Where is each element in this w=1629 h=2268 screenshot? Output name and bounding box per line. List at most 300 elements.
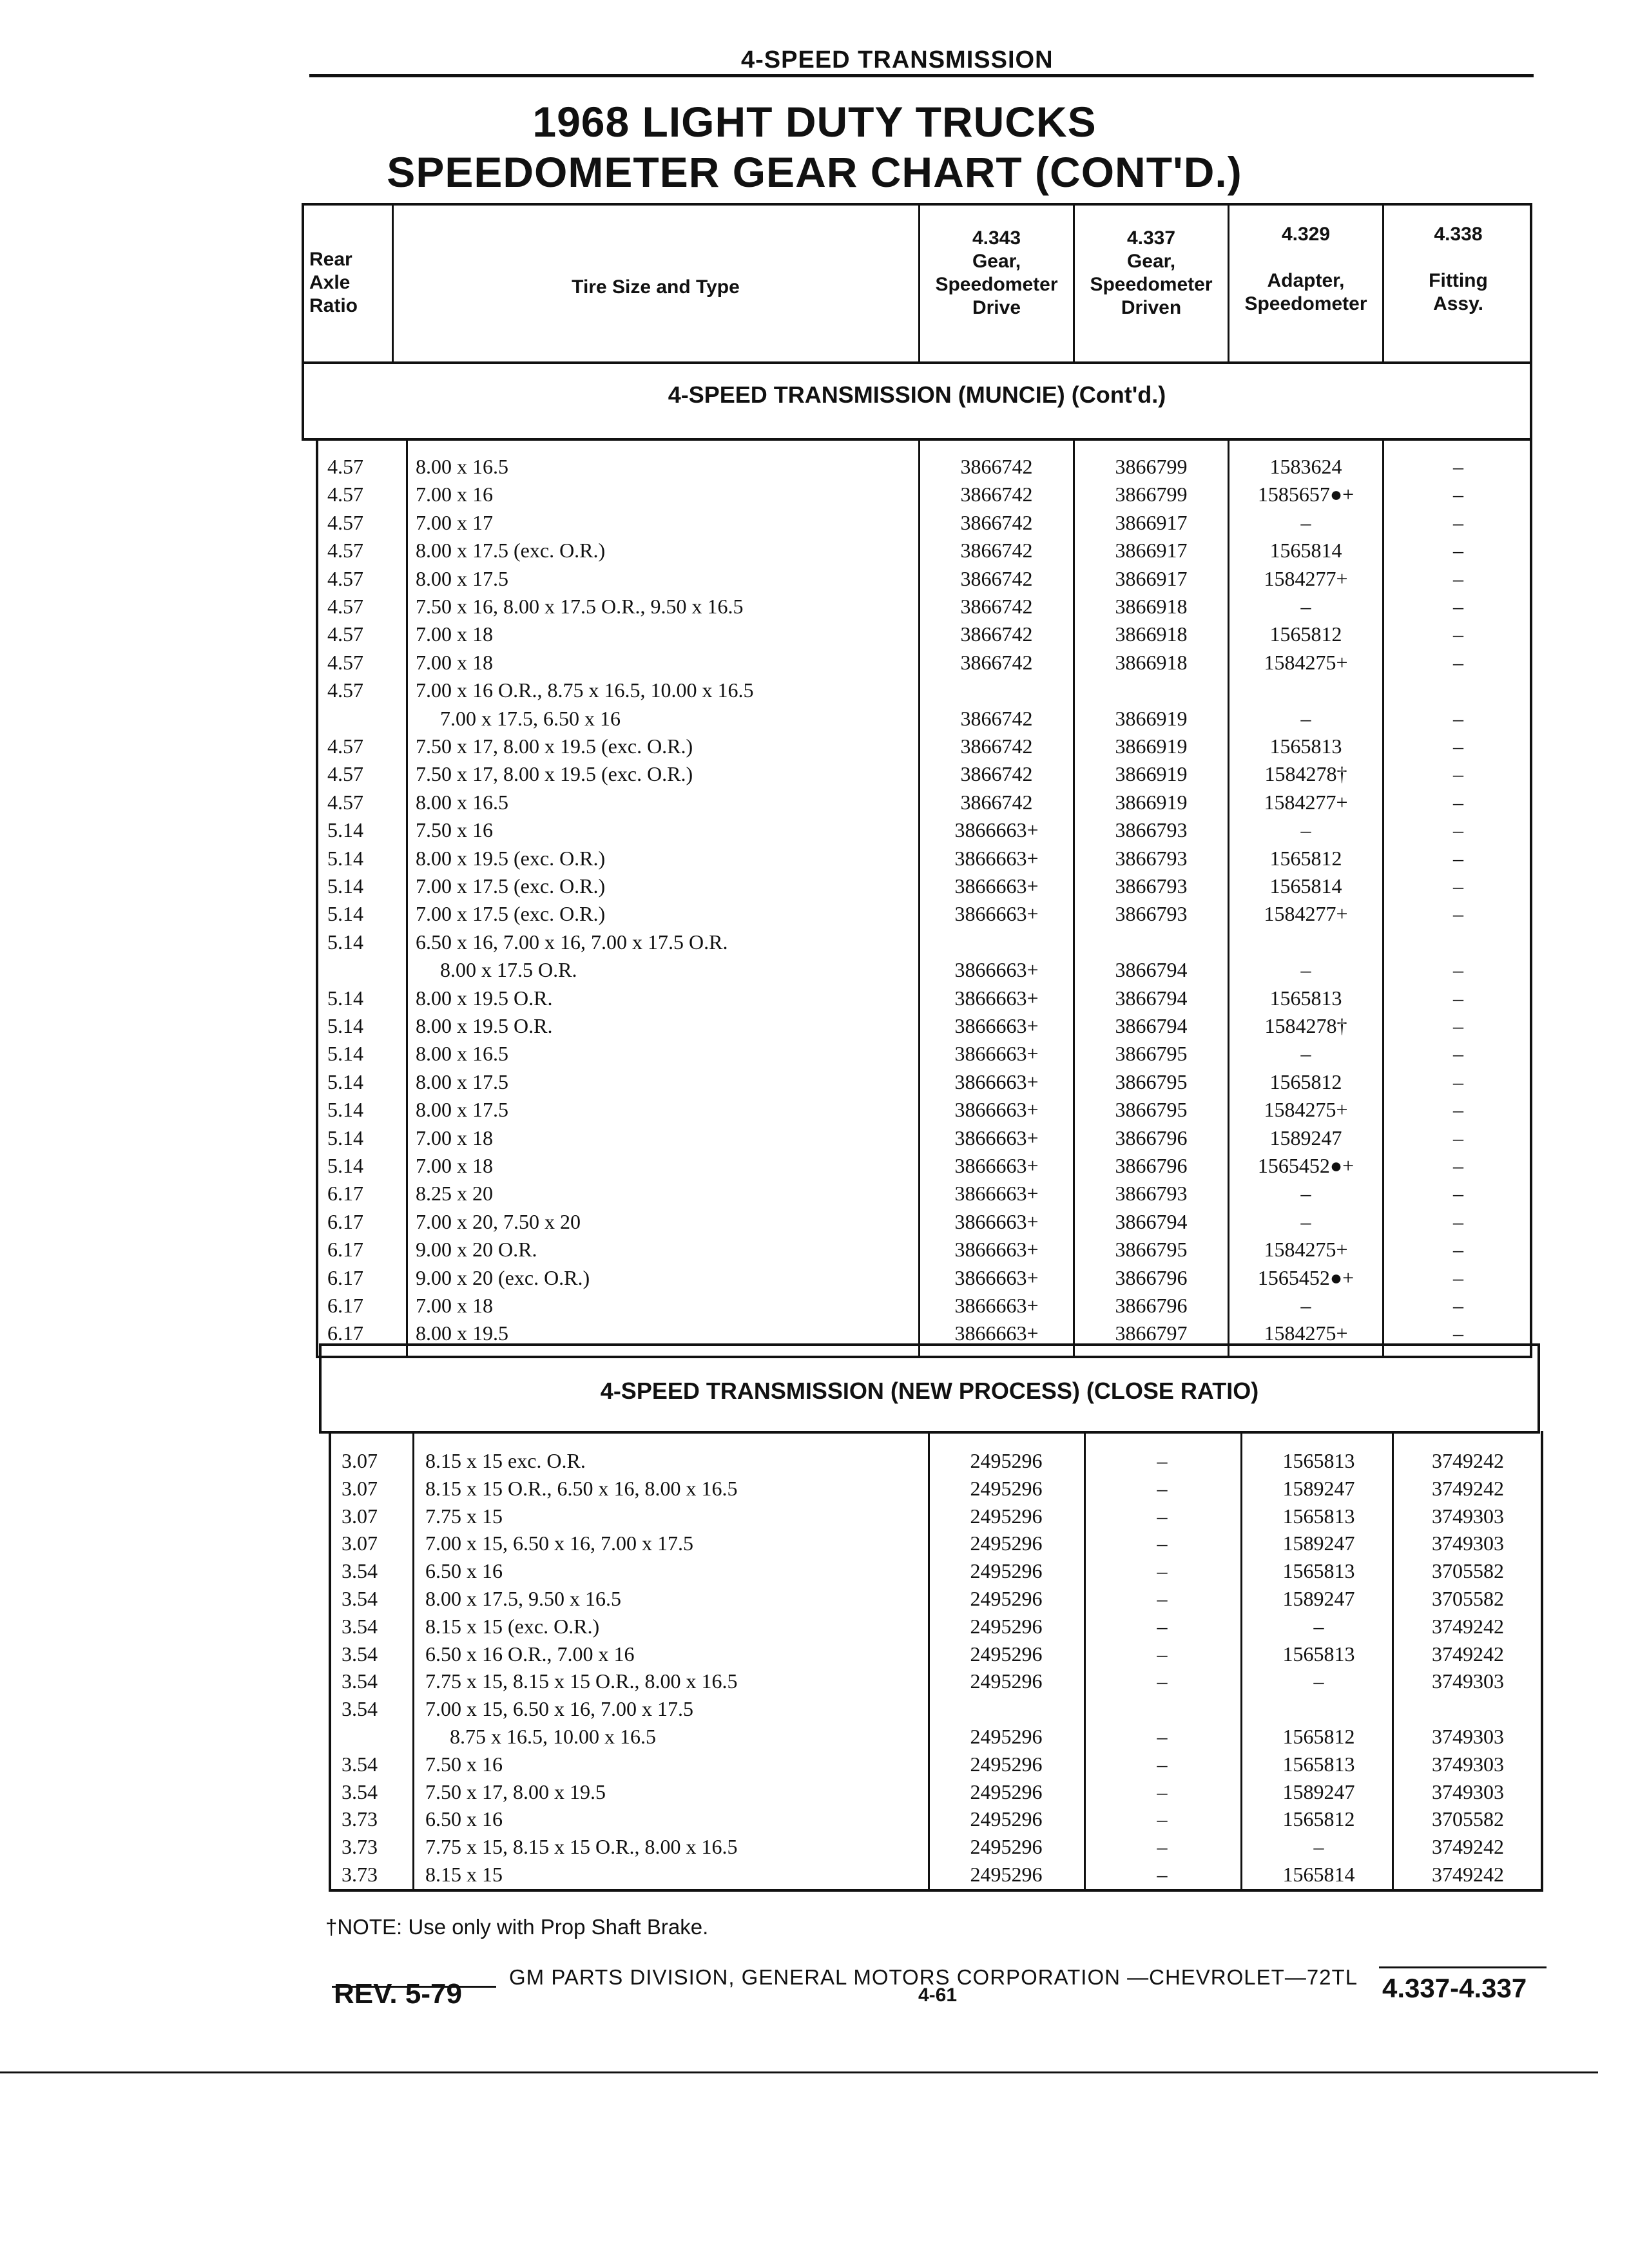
cell-adapter: 1584278† (1264, 1014, 1347, 1037)
cell-driven: 3866795 (1115, 1070, 1188, 1093)
cell-tire: 7.00 x 20, 7.50 x 20 (416, 1209, 581, 1233)
cell-tire: 7.00 x 16 O.R., 8.75 x 16.5, 10.00 x 16.5 (416, 678, 754, 702)
cell-ratio: 6.17 (327, 1209, 363, 1233)
table-row (0, 564, 1629, 593)
cell-tire: 7.00 x 17 (416, 510, 493, 534)
cell-tire: 8.00 x 17.5 (416, 566, 508, 590)
cell-fitting: 3749242 (1432, 1835, 1504, 1859)
cell-drive: 2495296 (970, 1504, 1043, 1528)
cell-ratio: 3.54 (342, 1614, 378, 1638)
cell-fitting: – (1453, 1294, 1463, 1317)
cell-drive: 3866742 (960, 790, 1033, 814)
cell-drive: 3866663+ (954, 1321, 1039, 1345)
footer-page-number: 4-61 (918, 1984, 958, 2006)
cell-tire: 7.75 x 15, 8.15 x 15 O.R., 8.00 x 16.5 (425, 1835, 738, 1859)
cell-driven: 3866796 (1115, 1154, 1188, 1177)
cell-driven: – (1157, 1449, 1168, 1472)
cell-ratio: 4.57 (327, 678, 363, 702)
cell-driven: 3866918 (1115, 622, 1188, 646)
cell-tire: 8.00 x 17.5 (416, 1098, 508, 1122)
cell-adapter: 1565813 (1282, 1504, 1355, 1528)
cell-tire: 9.00 x 20 O.R. (416, 1238, 537, 1262)
cell-adapter: 1565813 (1282, 1449, 1355, 1472)
cell-drive: 2495296 (970, 1449, 1043, 1472)
cell-driven: 3866917 (1115, 510, 1188, 534)
cell-driven: 3866919 (1115, 762, 1188, 786)
table-row (0, 1446, 1629, 1475)
cell-ratio: 3.54 (342, 1559, 378, 1583)
cell-ratio: 6.17 (327, 1294, 363, 1317)
table-row (0, 1095, 1629, 1124)
cell-drive: 3866742 (960, 735, 1033, 758)
cell-ratio: 3.07 (342, 1476, 378, 1500)
cell-fitting: 3749242 (1432, 1449, 1504, 1472)
table-row (0, 1474, 1629, 1503)
cell-tire: 8.00 x 19.5 (exc. O.R.) (416, 846, 606, 870)
cell-fitting: 3749242 (1432, 1614, 1504, 1638)
cell-adapter: 1565812 (1269, 622, 1342, 646)
cell-driven: – (1157, 1752, 1168, 1776)
cell-fitting: 3749303 (1432, 1725, 1504, 1748)
cell-driven: – (1157, 1614, 1168, 1638)
cell-fitting: – (1453, 1182, 1463, 1206)
cell-adapter: 1584275+ (1264, 1321, 1348, 1345)
cell-adapter: – (1300, 510, 1311, 534)
cell-adapter: 1565813 (1282, 1642, 1355, 1666)
table-row (0, 508, 1629, 537)
cell-fitting: – (1453, 650, 1463, 674)
table-row (0, 704, 1629, 733)
header-tire: Tire Size and Type (572, 276, 740, 298)
cell-drive: 3866663+ (954, 1154, 1039, 1177)
cell-adapter: – (1300, 706, 1311, 730)
cell-ratio: 3.07 (342, 1532, 378, 1555)
cell-fitting: 3749303 (1432, 1780, 1504, 1803)
cell-driven: – (1157, 1504, 1168, 1528)
table-row (0, 1039, 1629, 1068)
cell-fitting: 3749303 (1432, 1504, 1504, 1528)
table-row (0, 816, 1629, 844)
table-row (0, 1584, 1629, 1613)
title-line-1: 1968 LIGHT DUTY TRUCKS (532, 98, 1097, 146)
header-ratio: Rear Axle Ratio (309, 249, 358, 316)
cell-tire: 6.50 x 16, 7.00 x 16, 7.00 x 17.5 O.R. (416, 930, 728, 954)
footer-group-code: 4.337-4.337 (1382, 1973, 1527, 2003)
cell-fitting: 3705582 (1432, 1587, 1504, 1610)
cell-tire: 8.75 x 16.5, 10.00 x 16.5 (450, 1725, 656, 1748)
cell-drive: 3866742 (960, 706, 1033, 730)
table-row (0, 1750, 1629, 1778)
cell-ratio: 6.17 (327, 1238, 363, 1262)
cell-adapter: 1565814 (1269, 539, 1342, 562)
cell-tire: 7.00 x 18 (416, 622, 493, 646)
cell-ratio: 3.54 (342, 1587, 378, 1610)
cell-fitting: – (1453, 706, 1463, 730)
cell-drive: 3866742 (960, 650, 1033, 674)
cell-adapter: 1584275+ (1264, 650, 1348, 674)
cell-fitting: 3749303 (1432, 1532, 1504, 1555)
cell-adapter: 1589247 (1282, 1476, 1355, 1500)
cell-drive: 3866663+ (954, 1014, 1039, 1037)
cell-tire: 7.50 x 16, 8.00 x 17.5 O.R., 9.50 x 16.5 (416, 595, 744, 618)
cell-drive: 2495296 (970, 1752, 1043, 1776)
cell-fitting: – (1453, 762, 1463, 786)
table-row (0, 480, 1629, 508)
cell-adapter: 1565812 (1269, 1070, 1342, 1093)
cell-ratio: 5.14 (327, 902, 363, 926)
cell-adapter: – (1300, 1209, 1311, 1233)
cell-drive: 3866663+ (954, 902, 1039, 926)
cell-drive: 3866742 (960, 566, 1033, 590)
table-row (0, 1612, 1629, 1640)
cell-ratio: 4.57 (327, 539, 363, 562)
cell-adapter: 1565814 (1282, 1863, 1355, 1886)
table-row (0, 592, 1629, 620)
cell-fitting: – (1453, 1265, 1463, 1289)
cell-fitting: – (1453, 539, 1463, 562)
cell-driven: 3866918 (1115, 595, 1188, 618)
cell-ratio: 5.14 (327, 1154, 363, 1177)
cell-drive: 2495296 (970, 1863, 1043, 1886)
cell-fitting: – (1453, 1070, 1463, 1093)
cell-ratio: 4.57 (327, 650, 363, 674)
cell-adapter: 1589247 (1282, 1780, 1355, 1803)
cell-drive: 2495296 (970, 1835, 1043, 1859)
cell-tire: 8.00 x 17.5 (exc. O.R.) (416, 539, 606, 562)
cell-driven: – (1157, 1725, 1168, 1748)
table-row (0, 732, 1629, 760)
cell-adapter: 1589247 (1269, 1126, 1342, 1149)
header-drive: 4.343 Gear, Speedometer Drive (935, 227, 1058, 318)
cell-adapter: – (1300, 595, 1311, 618)
cell-adapter: 1565813 (1269, 986, 1342, 1010)
cell-tire: 7.50 x 16 (425, 1752, 503, 1776)
table-row (0, 956, 1629, 984)
cell-ratio: 4.57 (327, 566, 363, 590)
cell-driven: 3866796 (1115, 1294, 1188, 1317)
cell-driven: – (1157, 1587, 1168, 1610)
cell-drive: 3866663+ (954, 1070, 1039, 1093)
cell-drive: 3866663+ (954, 1294, 1039, 1317)
cell-driven: – (1157, 1669, 1168, 1693)
table-row (0, 1805, 1629, 1833)
table-row (0, 1722, 1629, 1751)
cell-adapter: – (1313, 1669, 1324, 1693)
cell-tire: 8.00 x 17.5, 9.50 x 16.5 (425, 1587, 621, 1610)
cell-fitting: – (1453, 595, 1463, 618)
cell-fitting: – (1453, 790, 1463, 814)
cell-fitting: – (1453, 510, 1463, 534)
cell-ratio: 4.57 (327, 622, 363, 646)
cell-tire: 8.00 x 19.5 O.R. (416, 1014, 553, 1037)
table-row (0, 872, 1629, 900)
cell-drive: 3866663+ (954, 958, 1039, 982)
cell-drive: 2495296 (970, 1807, 1043, 1831)
cell-drive: 3866663+ (954, 1209, 1039, 1233)
cell-ratio: 3.54 (342, 1669, 378, 1693)
cell-driven: 3866794 (1115, 1209, 1188, 1233)
cell-tire: 7.00 x 17.5 (exc. O.R.) (416, 902, 606, 926)
cell-fitting: – (1453, 735, 1463, 758)
cell-driven: 3866793 (1115, 818, 1188, 842)
cell-adapter: 1565814 (1269, 874, 1342, 898)
cell-fitting: – (1453, 1098, 1463, 1122)
cell-tire: 7.00 x 18 (416, 1154, 493, 1177)
cell-driven: 3866793 (1115, 1182, 1188, 1206)
table-row (0, 928, 1629, 956)
cell-fitting: 3749242 (1432, 1476, 1504, 1500)
cell-fitting: 3749242 (1432, 1863, 1504, 1886)
cell-tire: 8.25 x 20 (416, 1182, 493, 1206)
cell-drive: 2495296 (970, 1725, 1043, 1748)
cell-ratio: 5.14 (327, 1070, 363, 1093)
cell-tire: 7.00 x 16 (416, 483, 493, 506)
cell-driven: – (1157, 1532, 1168, 1555)
cell-drive: 3866663+ (954, 874, 1039, 898)
cell-tire: 8.00 x 19.5 O.R. (416, 986, 553, 1010)
cell-tire: 6.50 x 16 (425, 1559, 503, 1583)
cell-tire: 8.15 x 15 (exc. O.R.) (425, 1614, 600, 1638)
table-row (0, 676, 1629, 704)
cell-driven: 3866794 (1115, 1014, 1188, 1037)
cell-fitting: – (1453, 1042, 1463, 1066)
cell-drive: 3866742 (960, 762, 1033, 786)
cell-adapter: – (1300, 818, 1311, 842)
cell-tire: 8.00 x 16.5 (416, 790, 508, 814)
cell-ratio: 5.14 (327, 1014, 363, 1037)
cell-tire: 7.75 x 15, 8.15 x 15 O.R., 8.00 x 16.5 (425, 1669, 738, 1693)
cell-tire: 7.00 x 15, 6.50 x 16, 7.00 x 17.5 (425, 1532, 693, 1555)
cell-ratio: 3.54 (342, 1780, 378, 1803)
table-row (0, 899, 1629, 928)
section-2-title: 4-SPEED TRANSMISSION (NEW PROCESS) (CLOSE RATIO) (600, 1378, 1259, 1404)
cell-tire: 7.50 x 16 (416, 818, 493, 842)
table-row (0, 1124, 1629, 1152)
cell-ratio: 5.14 (327, 930, 363, 954)
table-row (0, 536, 1629, 564)
cell-drive: 3866663+ (954, 1238, 1039, 1262)
cell-drive: 2495296 (970, 1614, 1043, 1638)
cell-tire: 8.00 x 17.5 O.R. (440, 958, 577, 982)
header-adapter: 4.329 Adapter, Speedometer (1244, 224, 1367, 314)
table-row (0, 1068, 1629, 1096)
table-row (0, 1291, 1629, 1320)
cell-tire: 8.15 x 15 (425, 1863, 503, 1886)
cell-tire: 7.00 x 18 (416, 1126, 493, 1149)
section-1-title: 4-SPEED TRANSMISSION (MUNCIE) (Cont'd.) (668, 381, 1166, 408)
cell-adapter: 1565813 (1282, 1559, 1355, 1583)
cell-drive: 2495296 (970, 1559, 1043, 1583)
cell-adapter: 1565812 (1282, 1807, 1355, 1831)
cell-tire: 8.00 x 17.5 (416, 1070, 508, 1093)
cell-driven: 3866794 (1115, 958, 1188, 982)
cell-driven: 3866793 (1115, 902, 1188, 926)
table-row (0, 1832, 1629, 1861)
table-row (0, 1264, 1629, 1292)
cell-ratio: 3.54 (342, 1752, 378, 1776)
cell-tire: 7.00 x 17.5 (exc. O.R.) (416, 874, 606, 898)
cell-ratio: 5.14 (327, 986, 363, 1010)
cell-driven: 3866796 (1115, 1126, 1188, 1149)
cell-adapter: 1584275+ (1264, 1238, 1348, 1262)
cell-fitting: – (1453, 455, 1463, 478)
table-row (0, 452, 1629, 481)
cell-fitting: – (1453, 902, 1463, 926)
table-row (0, 1667, 1629, 1695)
footer-revision: REV. 5-79 (334, 1978, 462, 2010)
cell-adapter: 1565812 (1282, 1725, 1355, 1748)
cell-ratio: 3.73 (342, 1863, 378, 1886)
cell-tire: 8.15 x 15 O.R., 6.50 x 16, 8.00 x 16.5 (425, 1476, 738, 1500)
cell-adapter: 1584278† (1264, 762, 1347, 786)
cell-adapter: 1584277+ (1264, 566, 1348, 590)
cell-adapter: – (1300, 958, 1311, 982)
table-row (0, 1860, 1629, 1888)
cell-drive: 3866742 (960, 539, 1033, 562)
cell-drive: 3866742 (960, 455, 1033, 478)
cell-driven: – (1157, 1476, 1168, 1500)
cell-drive: 3866742 (960, 483, 1033, 506)
cell-adapter: 1583624 (1269, 455, 1342, 478)
cell-drive: 3866742 (960, 622, 1033, 646)
cell-drive: 2495296 (970, 1669, 1043, 1693)
cell-driven: – (1157, 1807, 1168, 1831)
cell-adapter: 1565813 (1282, 1752, 1355, 1776)
cell-ratio: 6.17 (327, 1321, 363, 1345)
cell-fitting: – (1453, 874, 1463, 898)
table-row (0, 1557, 1629, 1585)
cell-ratio: 6.17 (327, 1182, 363, 1206)
cell-adapter: 1584275+ (1264, 1098, 1348, 1122)
cell-driven: 3866795 (1115, 1098, 1188, 1122)
cell-fitting: – (1453, 818, 1463, 842)
cell-fitting: 3749303 (1432, 1752, 1504, 1776)
table-row (0, 1207, 1629, 1236)
cell-ratio: 3.54 (342, 1642, 378, 1666)
cell-driven: 3866795 (1115, 1042, 1188, 1066)
table-row (0, 1151, 1629, 1180)
cell-driven: 3866919 (1115, 706, 1188, 730)
running-head: 4-SPEED TRANSMISSION (741, 46, 1054, 73)
header-driven: 4.337 Gear, Speedometer Driven (1090, 227, 1213, 318)
page-title (0, 97, 1629, 197)
table-row (0, 1529, 1629, 1557)
cell-driven: – (1157, 1559, 1168, 1583)
table-row (0, 984, 1629, 1012)
cell-drive: 3866663+ (954, 1265, 1039, 1289)
table-row (0, 1640, 1629, 1668)
table-row (0, 788, 1629, 816)
cell-driven: 3866795 (1115, 1238, 1188, 1262)
cell-driven: 3866919 (1115, 735, 1188, 758)
cell-adapter: – (1300, 1042, 1311, 1066)
cell-adapter: 1584277+ (1264, 902, 1348, 926)
cell-tire: 7.00 x 18 (416, 650, 493, 674)
footer-division: GM PARTS DIVISION, GENERAL MOTORS CORPORATION —CHEVROLET—72TL (509, 1965, 1358, 1989)
cell-adapter: – (1300, 1294, 1311, 1317)
cell-fitting: 3749242 (1432, 1642, 1504, 1666)
cell-tire: 7.00 x 17.5, 6.50 x 16 (440, 706, 621, 730)
cell-ratio: 5.14 (327, 874, 363, 898)
cell-adapter: 1565812 (1269, 846, 1342, 870)
cell-adapter: – (1300, 1182, 1311, 1206)
cell-driven: – (1157, 1642, 1168, 1666)
table-row (0, 760, 1629, 788)
cell-ratio: 5.14 (327, 1126, 363, 1149)
cell-fitting: – (1453, 1154, 1463, 1177)
cell-fitting: 3705582 (1432, 1559, 1504, 1583)
cell-tire: 6.50 x 16 O.R., 7.00 x 16 (425, 1642, 635, 1666)
cell-drive: 3866663+ (954, 846, 1039, 870)
cell-fitting: – (1453, 846, 1463, 870)
cell-driven: 3866917 (1115, 539, 1188, 562)
cell-driven: – (1157, 1780, 1168, 1803)
cell-fitting: – (1453, 1014, 1463, 1037)
cell-ratio: 4.57 (327, 510, 363, 534)
table-row (0, 1778, 1629, 1806)
cell-ratio: 4.57 (327, 790, 363, 814)
table-row (0, 1695, 1629, 1723)
cell-fitting: – (1453, 566, 1463, 590)
cell-ratio: 3.07 (342, 1504, 378, 1528)
table-row (0, 1502, 1629, 1530)
cell-driven: 3866918 (1115, 650, 1188, 674)
table-row (0, 844, 1629, 872)
cell-adapter: 1565452●+ (1257, 1265, 1354, 1289)
cell-drive: 2495296 (970, 1780, 1043, 1803)
cell-drive: 3866663+ (954, 1182, 1039, 1206)
cell-adapter: – (1313, 1614, 1324, 1638)
cell-adapter: – (1313, 1835, 1324, 1859)
table-row (0, 620, 1629, 648)
cell-tire: 8.00 x 16.5 (416, 1042, 508, 1066)
cell-tire: 7.75 x 15 (425, 1504, 503, 1528)
cell-adapter: 1589247 (1282, 1587, 1355, 1610)
cell-ratio: 4.57 (327, 735, 363, 758)
cell-tire: 9.00 x 20 (exc. O.R.) (416, 1265, 590, 1289)
cell-driven: 3866919 (1115, 790, 1188, 814)
cell-drive: 3866742 (960, 510, 1033, 534)
cell-tire: 7.00 x 15, 6.50 x 16, 7.00 x 17.5 (425, 1697, 693, 1721)
cell-ratio: 5.14 (327, 1042, 363, 1066)
cell-tire: 6.50 x 16 (425, 1807, 503, 1831)
cell-tire: 7.00 x 18 (416, 1294, 493, 1317)
cell-drive: 3866663+ (954, 1098, 1039, 1122)
cell-drive: 2495296 (970, 1642, 1043, 1666)
cell-tire: 7.50 x 17, 8.00 x 19.5 (exc. O.R.) (416, 762, 693, 786)
cell-ratio: 4.57 (327, 762, 363, 786)
cell-tire: 7.50 x 17, 8.00 x 19.5 (exc. O.R.) (416, 735, 693, 758)
cell-drive: 3866663+ (954, 818, 1039, 842)
cell-fitting: – (1453, 1238, 1463, 1262)
cell-tire: 7.50 x 17, 8.00 x 19.5 (425, 1780, 606, 1803)
cell-drive: 3866663+ (954, 1126, 1039, 1149)
cell-driven: – (1157, 1835, 1168, 1859)
cell-ratio: 4.57 (327, 483, 363, 506)
cell-ratio: 3.54 (342, 1697, 378, 1721)
cell-ratio: 5.14 (327, 1098, 363, 1122)
cell-driven: 3866797 (1115, 1321, 1188, 1345)
cell-fitting: – (1453, 958, 1463, 982)
cell-drive: 2495296 (970, 1532, 1043, 1555)
cell-adapter: 1565813 (1269, 735, 1342, 758)
cell-adapter: 1584277+ (1264, 790, 1348, 814)
cell-fitting: – (1453, 622, 1463, 646)
cell-drive: 3866663+ (954, 986, 1039, 1010)
cell-fitting: – (1453, 483, 1463, 506)
title-line-2: SPEEDOMETER GEAR CHART (CONT'D.) (387, 148, 1242, 196)
cell-ratio: 5.14 (327, 818, 363, 842)
